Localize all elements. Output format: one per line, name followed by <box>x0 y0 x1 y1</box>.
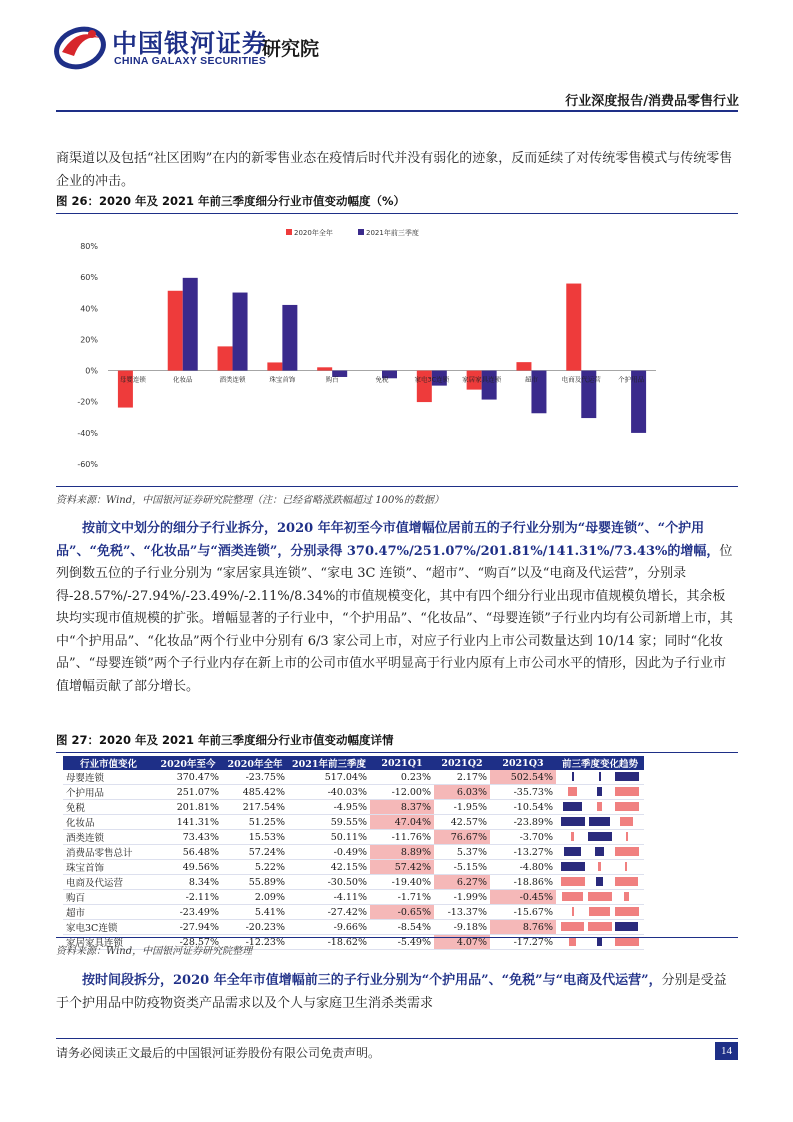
table-row <box>63 920 644 935</box>
company-name-cn: 中国银河证券 <box>112 29 269 58</box>
category-label: 家电3C连锁 <box>414 375 450 384</box>
value-cell: 251.07% <box>154 785 222 800</box>
category-label: 购百 <box>325 375 339 384</box>
trend-bar <box>563 802 582 811</box>
value-cell: 517.04% <box>288 770 370 785</box>
trend-bar <box>624 892 629 901</box>
value-cell: -23.75% <box>222 770 288 785</box>
value-cell: -4.11% <box>288 890 370 905</box>
trend-bar <box>589 907 609 916</box>
value-cell: -23.89% <box>490 815 556 830</box>
table-row <box>63 800 644 815</box>
trend-cell <box>556 830 644 845</box>
analysis-paragraph <box>56 518 738 698</box>
table-row <box>63 890 644 905</box>
figure-26-title: 图 26：2020 年及 2021 年前三季度细分行业市值变动幅度（%） <box>56 193 738 214</box>
category-label: 电商及代运营 <box>561 375 601 384</box>
value-cell: 42.57% <box>434 815 490 830</box>
trend-bar <box>589 817 611 826</box>
trend-bars <box>559 906 641 918</box>
trend-bars <box>559 846 641 858</box>
value-cell: -28.57% <box>154 935 222 950</box>
legend-label: 2020年全年 <box>294 229 333 237</box>
value-cell: 217.54% <box>222 800 288 815</box>
value-cell: 8.37% <box>370 800 434 815</box>
trend-bar <box>564 847 580 856</box>
value-cell: 50.11% <box>288 830 370 845</box>
bar-series1 <box>516 362 531 370</box>
row-name-cell: 家居家具连锁 <box>63 935 154 950</box>
category-label: 超市 <box>524 375 538 384</box>
trend-bar <box>568 787 576 796</box>
trend-bar <box>561 862 585 871</box>
page-number: 14 <box>715 1042 738 1060</box>
value-cell: -9.18% <box>434 920 490 935</box>
value-cell: 6.03% <box>434 785 490 800</box>
category-label: 酒类连锁 <box>219 375 246 384</box>
trend-bar <box>596 877 604 886</box>
trend-cell <box>556 875 644 890</box>
trend-bar <box>561 877 585 886</box>
trend-bar <box>571 832 575 841</box>
value-cell: -30.50% <box>288 875 370 890</box>
table-header-cell: 行业市值变化 <box>63 756 154 770</box>
trend-bar <box>561 817 585 826</box>
category-label: 母婴连锁 <box>119 375 146 384</box>
bar-series1 <box>267 362 282 370</box>
trend-bars <box>559 876 641 888</box>
figure-27-title: 图 27：2020 年及 2021 年前三季度细分行业市值变动幅度详情 <box>56 732 738 753</box>
value-cell: 42.15% <box>288 860 370 875</box>
value-cell: 2.09% <box>222 890 288 905</box>
time-split-paragraph <box>56 970 738 1015</box>
table-row <box>63 875 644 890</box>
value-cell: -0.45% <box>490 890 556 905</box>
value-cell: 55.89% <box>222 875 288 890</box>
value-cell: 201.81% <box>154 800 222 815</box>
time-split-text: 分别是受益于个护用品中防疫物资类产品需求以及个人与家庭卫生消杀类需求 <box>56 973 727 1011</box>
value-cell: -5.49% <box>370 935 434 950</box>
trend-bars <box>559 921 641 933</box>
value-cell: 141.31% <box>154 815 222 830</box>
value-cell: 47.04% <box>370 815 434 830</box>
value-cell: -13.37% <box>434 905 490 920</box>
trend-bar <box>615 787 639 796</box>
value-cell: 8.76% <box>490 920 556 935</box>
category-label: 免税 <box>375 375 389 384</box>
value-cell: -12.23% <box>222 935 288 950</box>
trend-bar <box>615 922 638 931</box>
value-cell: -40.03% <box>288 785 370 800</box>
bar-chart <box>56 216 738 484</box>
value-cell: 5.37% <box>434 845 490 860</box>
table-row <box>63 845 644 860</box>
legend-swatch <box>358 229 364 235</box>
value-cell: -0.65% <box>370 905 434 920</box>
trend-bar <box>572 772 574 781</box>
value-cell: -18.62% <box>288 935 370 950</box>
bar-series1 <box>218 346 233 370</box>
trend-cell <box>556 890 644 905</box>
table-row <box>63 830 644 845</box>
value-cell: -8.54% <box>370 920 434 935</box>
bar-series1 <box>566 284 581 371</box>
bar-series1 <box>168 291 183 371</box>
trend-bar <box>625 862 627 871</box>
y-tick-label: 40% <box>80 304 98 314</box>
galaxy-logo-icon <box>52 22 108 70</box>
trend-bar <box>615 877 638 886</box>
value-cell: -15.67% <box>490 905 556 920</box>
value-cell: -2.11% <box>154 890 222 905</box>
value-cell: -23.49% <box>154 905 222 920</box>
value-cell: -27.42% <box>288 905 370 920</box>
table-row <box>63 905 644 920</box>
value-cell: 370.47% <box>154 770 222 785</box>
value-cell: 15.53% <box>222 830 288 845</box>
trend-bar <box>588 832 612 841</box>
company-name-en: CHINA GALAXY SECURITIES <box>114 55 267 67</box>
row-name-cell: 化妆品 <box>63 815 154 830</box>
bar-series1 <box>317 367 332 370</box>
category-label: 化妆品 <box>172 375 193 384</box>
category-label: 珠宝首饰 <box>269 375 296 384</box>
value-cell: 51.25% <box>222 815 288 830</box>
trend-bars <box>559 831 641 843</box>
trend-cell <box>556 800 644 815</box>
table-row <box>63 785 644 800</box>
table-header-cell: 2021年前三季度 <box>288 756 370 770</box>
trend-bars <box>559 891 641 903</box>
value-cell: 57.42% <box>370 860 434 875</box>
trend-cell <box>556 920 644 935</box>
legend-swatch <box>286 229 292 235</box>
trend-cell <box>556 905 644 920</box>
value-cell: -4.95% <box>288 800 370 815</box>
trend-bar <box>562 892 583 901</box>
trend-bar <box>615 772 639 781</box>
value-cell: 59.55% <box>288 815 370 830</box>
trend-bar <box>615 847 639 856</box>
table-row <box>63 860 644 875</box>
value-cell: -12.00% <box>370 785 434 800</box>
value-cell: 4.07% <box>434 935 490 950</box>
value-cell: -3.70% <box>490 830 556 845</box>
trend-bars <box>559 816 641 828</box>
value-cell: -20.23% <box>222 920 288 935</box>
bar-series2 <box>233 293 248 371</box>
trend-bar <box>615 907 639 916</box>
y-tick-label: 20% <box>80 335 98 345</box>
category-label: 个护用品 <box>618 375 645 384</box>
trend-bar <box>599 772 601 781</box>
row-name-cell: 消费品零售总计 <box>63 845 154 860</box>
value-cell: -11.76% <box>370 830 434 845</box>
trend-bars <box>559 861 641 873</box>
category-label: 家居家具连锁 <box>462 375 502 384</box>
y-tick-label: -60% <box>77 460 98 469</box>
trend-bar <box>572 907 574 916</box>
time-split-bold-text: 按时间段拆分，2020 年全年市值增幅前三的子行业分别为“个护用品”、“免税”与“电商及代运营”， <box>82 973 662 988</box>
trend-bar <box>588 922 612 931</box>
bar-series2 <box>183 278 198 371</box>
value-cell: 49.56% <box>154 860 222 875</box>
figure-26-source: 资料来源：Wind，中国银河证券研究院整理（注：已经省略涨跌幅超过 100%的数据） <box>56 486 738 506</box>
trend-cell <box>556 860 644 875</box>
value-cell: -27.94% <box>154 920 222 935</box>
value-cell: 5.41% <box>222 905 288 920</box>
header-divider <box>56 110 738 112</box>
trend-cell <box>556 815 644 830</box>
y-tick-label: -40% <box>77 428 98 438</box>
value-cell: -19.40% <box>370 875 434 890</box>
value-cell: 0.23% <box>370 770 434 785</box>
row-name-cell: 酒类连锁 <box>63 830 154 845</box>
value-cell: 2.17% <box>434 770 490 785</box>
value-cell: -17.27% <box>490 935 556 950</box>
disclaimer-text: 请务必阅读正文最后的中国银河证券股份有限公司免责声明。 <box>56 1046 381 1060</box>
institute-name: 研究院 <box>262 38 320 60</box>
table-header-row <box>63 756 644 770</box>
trend-bar <box>626 832 628 841</box>
detail-table <box>63 756 644 950</box>
value-cell: -1.95% <box>434 800 490 815</box>
table-header-cell: 2021Q2 <box>434 756 490 770</box>
value-cell: 73.43% <box>154 830 222 845</box>
y-tick-label: -20% <box>77 397 98 407</box>
value-cell: 5.22% <box>222 860 288 875</box>
figure-27-source: 资料来源：Wind，中国银河证券研究院整理 <box>56 937 738 957</box>
intro-paragraph: 商渠道以及包括“社区团购”在内的新零售业态在疫情后时代并没有弱化的迹象，反而延续了对传统零售模式与传统零售企业的冲击。 <box>56 151 733 189</box>
value-cell: -13.27% <box>490 845 556 860</box>
analysis-bold-text: 按前文中划分的细分子行业拆分，2020 年年初至今市值增幅位居前五的子行业分别为“母婴连锁”、“个护用品”、“免税”、“化妆品”与“酒类连锁”，分别录得 370.47%/251.07%/201.81%/141.31%/73.43%的增幅， <box>56 521 720 559</box>
table-header-cell: 2021Q3 <box>490 756 556 770</box>
table-row <box>63 770 644 785</box>
value-cell: -5.15% <box>434 860 490 875</box>
trend-bar <box>588 892 612 901</box>
row-name-cell: 个护用品 <box>63 785 154 800</box>
y-tick-label: 60% <box>80 273 98 283</box>
table-header-cell: 2021Q1 <box>370 756 434 770</box>
trend-bar <box>597 787 601 796</box>
footer-divider <box>56 1038 738 1039</box>
y-tick-label: 0% <box>85 366 98 376</box>
row-name-cell: 电商及代运营 <box>63 875 154 890</box>
value-cell: 76.67% <box>434 830 490 845</box>
value-cell: 56.48% <box>154 845 222 860</box>
value-cell: -9.66% <box>288 920 370 935</box>
value-cell: 502.54% <box>490 770 556 785</box>
trend-bar <box>561 922 583 931</box>
value-cell: -0.49% <box>288 845 370 860</box>
trend-bar <box>620 817 632 826</box>
value-cell: 485.42% <box>222 785 288 800</box>
analysis-text: 位列倒数五位的子行业分别为 “家居家具连锁”、“家电 3C 连锁”、“超市”、“购百”以及“电商及代运营”，分别录得-28.57%/-27.94%/-23.49%/-2.11%/8.34%的市值规模变化，其中有四个细分行业出现市值规模负增长，其余板块均实现市值规模的扩张。增幅显著的子行业中，“个护用品”、“化妆品”、“母婴连锁”子行业内均有公司新增上市，其中“个护用品”、“化妆品”两个行业中分别有 6/3 家公司上市，对应子行业内上市公司数量达到 10/14 家；同时“化妆品”、“母婴连锁”两个子行业内存在新上市的公司市值水平明显高于行业内原有上市公司水平的情形，因此为子行业市值增幅贡献了部分增长。 <box>56 543 733 694</box>
trend-bars <box>559 771 641 783</box>
trend-bar <box>597 802 601 811</box>
table-row <box>63 815 644 830</box>
value-cell: 8.34% <box>154 875 222 890</box>
value-cell: -1.71% <box>370 890 434 905</box>
table-header-cell: 2020年全年 <box>222 756 288 770</box>
value-cell: -1.99% <box>434 890 490 905</box>
trend-bars <box>559 801 641 813</box>
bar-series2 <box>282 305 297 371</box>
value-cell: -18.86% <box>490 875 556 890</box>
row-name-cell: 购百 <box>63 890 154 905</box>
table-header-cell: 2020年至今 <box>154 756 222 770</box>
row-name-cell: 超市 <box>63 905 154 920</box>
report-type: 行业深度报告/消费品零售行业 <box>565 94 739 109</box>
trend-bar <box>615 802 639 811</box>
row-name-cell: 免税 <box>63 800 154 815</box>
row-name-cell: 母婴连锁 <box>63 770 154 785</box>
trend-bar <box>595 847 605 856</box>
trend-cell <box>556 845 644 860</box>
trend-bars <box>559 786 641 798</box>
row-name-cell: 珠宝首饰 <box>63 860 154 875</box>
value-cell: 8.89% <box>370 845 434 860</box>
value-cell: -4.80% <box>490 860 556 875</box>
value-cell: -35.73% <box>490 785 556 800</box>
table-header-cell: 前三季度变化趋势 <box>556 756 644 770</box>
legend-label: 2021年前三季度 <box>366 229 419 237</box>
trend-cell <box>556 785 644 800</box>
value-cell: -10.54% <box>490 800 556 815</box>
trend-cell <box>556 770 644 785</box>
row-name-cell: 家电3C连锁 <box>63 920 154 935</box>
value-cell: 57.24% <box>222 845 288 860</box>
y-tick-label: 80% <box>80 242 98 251</box>
trend-bar <box>598 862 600 871</box>
value-cell: 6.27% <box>434 875 490 890</box>
